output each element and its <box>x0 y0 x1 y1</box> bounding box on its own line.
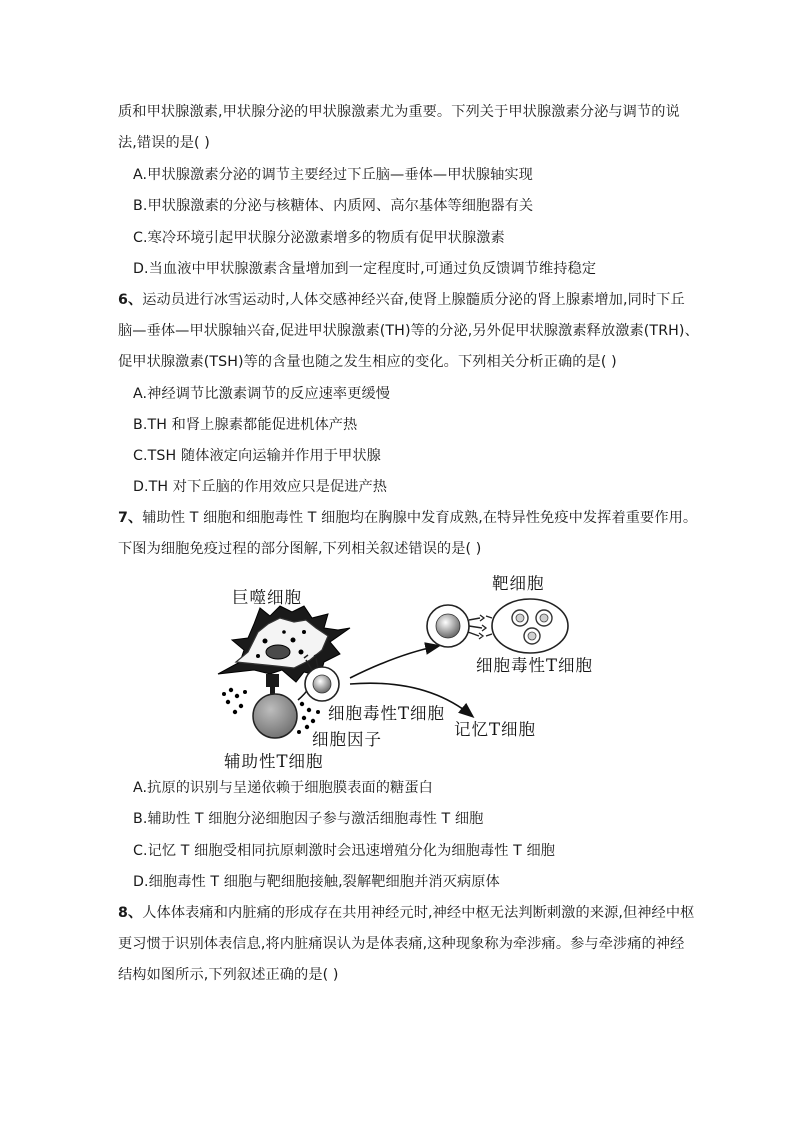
q5-option-d: D.当血液中甲状腺激素含量增加到一定程度时,可通过负反馈调节维持稳定 <box>133 261 597 277</box>
target-cell <box>486 599 568 653</box>
antigen-presenting-connector <box>266 674 279 687</box>
q7-option-d: D.细胞毒性 T 细胞与靶细胞接触,裂解靶细胞并消灭病原体 <box>133 874 500 890</box>
q7-stem-text: 辅助性 T 细胞和细胞毒性 T 细胞均在胸腺中发育成熟,在特异性免疫中发挥着重要作用。 <box>142 510 698 526</box>
q5-stem-line1: 质和甲状腺激素,甲状腺分泌的甲状腺激素尤为重要。下列关于甲状腺激素分泌与调节的说 <box>118 104 680 120</box>
q6-option-b: B.TH 和肾上腺素都能促进机体产热 <box>133 417 358 433</box>
label-cytokine: 细胞因子 <box>312 730 382 749</box>
q6-stem-line2: 脑—垂体—甲状腺轴兴奋,促进甲状腺激素(TH)等的分泌,另外促甲状腺激素释放激素(TRH)、 <box>118 323 699 339</box>
q8-number: 8、 <box>118 905 143 921</box>
q7-option-c: C.记忆 T 细胞受相同抗原刺激时会迅速增殖分化为细胞毒性 T 细胞 <box>133 843 556 859</box>
q5-option-b: B.甲状腺激素的分泌与核糖体、内质网、高尔基体等细胞器有关 <box>133 198 534 214</box>
arrow-to-cytotoxic <box>350 646 438 678</box>
q5-option-c: C.寒冷环境引起甲状腺分泌激素增多的物质有促甲状腺激素 <box>133 230 505 246</box>
label-cytotoxic-t-top: 细胞毒性T细胞 <box>476 656 594 675</box>
q6-option-a: A.神经调节比激素调节的反应速率更缓慢 <box>133 386 391 402</box>
q5-option-a: A.甲状腺激素分泌的调节主要经过下丘脑—垂体—甲状腺轴实现 <box>133 167 533 183</box>
q6-stem-line3: 促甲状腺激素(TSH)等的含量也随之发生相应的变化。下列相关分析正确的是( ) <box>118 354 617 370</box>
q6-option-d: D.TH 对下丘脑的作用效应只是促进产热 <box>133 479 388 495</box>
cytokine-dots-left <box>222 688 247 714</box>
label-helper-t: 辅助性T细胞 <box>224 752 324 771</box>
q6-stem-line1 <box>118 290 685 310</box>
q6-number: 6、 <box>118 292 143 308</box>
q7-stem-line1 <box>118 508 697 528</box>
label-cytotoxic-t-middle: 细胞毒性T细胞 <box>328 704 446 723</box>
q6-option-c: C.TSH 随体液定向运输并作用于甲状腺 <box>133 448 381 464</box>
q8-stem-line1 <box>118 903 694 923</box>
helper-t-cell <box>253 694 297 738</box>
cytotoxic-t-cell-top <box>427 605 486 647</box>
q7-option-b: B.辅助性 T 细胞分泌细胞因子参与激活细胞毒性 T 细胞 <box>133 811 484 827</box>
q7-number: 7、 <box>118 510 143 526</box>
q6-stem-text: 运动员进行冰雪运动时,人体交感神经兴奋,使肾上腺髓质分泌的肾上腺素增加,同时下丘 <box>142 292 685 308</box>
label-target-cell: 靶细胞 <box>492 574 545 593</box>
q8-stem-text: 人体体表痛和内脏痛的形成存在共用神经元时,神经中枢无法判断刺激的来源,但神经中枢 <box>142 905 695 921</box>
q8-stem-line3: 结构如图所示,下列叙述正确的是( ) <box>118 967 339 983</box>
label-macrophage: 巨噬细胞 <box>232 588 302 607</box>
q7-stem-line2: 下图为细胞免疫过程的部分图解,下列相关叙述错误的是( ) <box>118 541 482 557</box>
q8-stem-line2: 更习惯于识别体表信息,将内脏痛误认为是体表痛,这种现象称为牵涉痛。参与牵涉痛的神经 <box>118 936 685 952</box>
immunity-diagram <box>200 566 620 772</box>
q5-stem-line2: 法,错误的是( ) <box>118 135 210 151</box>
q7-option-a: A.抗原的识别与呈递依赖于细胞膜表面的糖蛋白 <box>133 780 433 796</box>
label-memory-t: 记忆T细胞 <box>454 720 537 739</box>
